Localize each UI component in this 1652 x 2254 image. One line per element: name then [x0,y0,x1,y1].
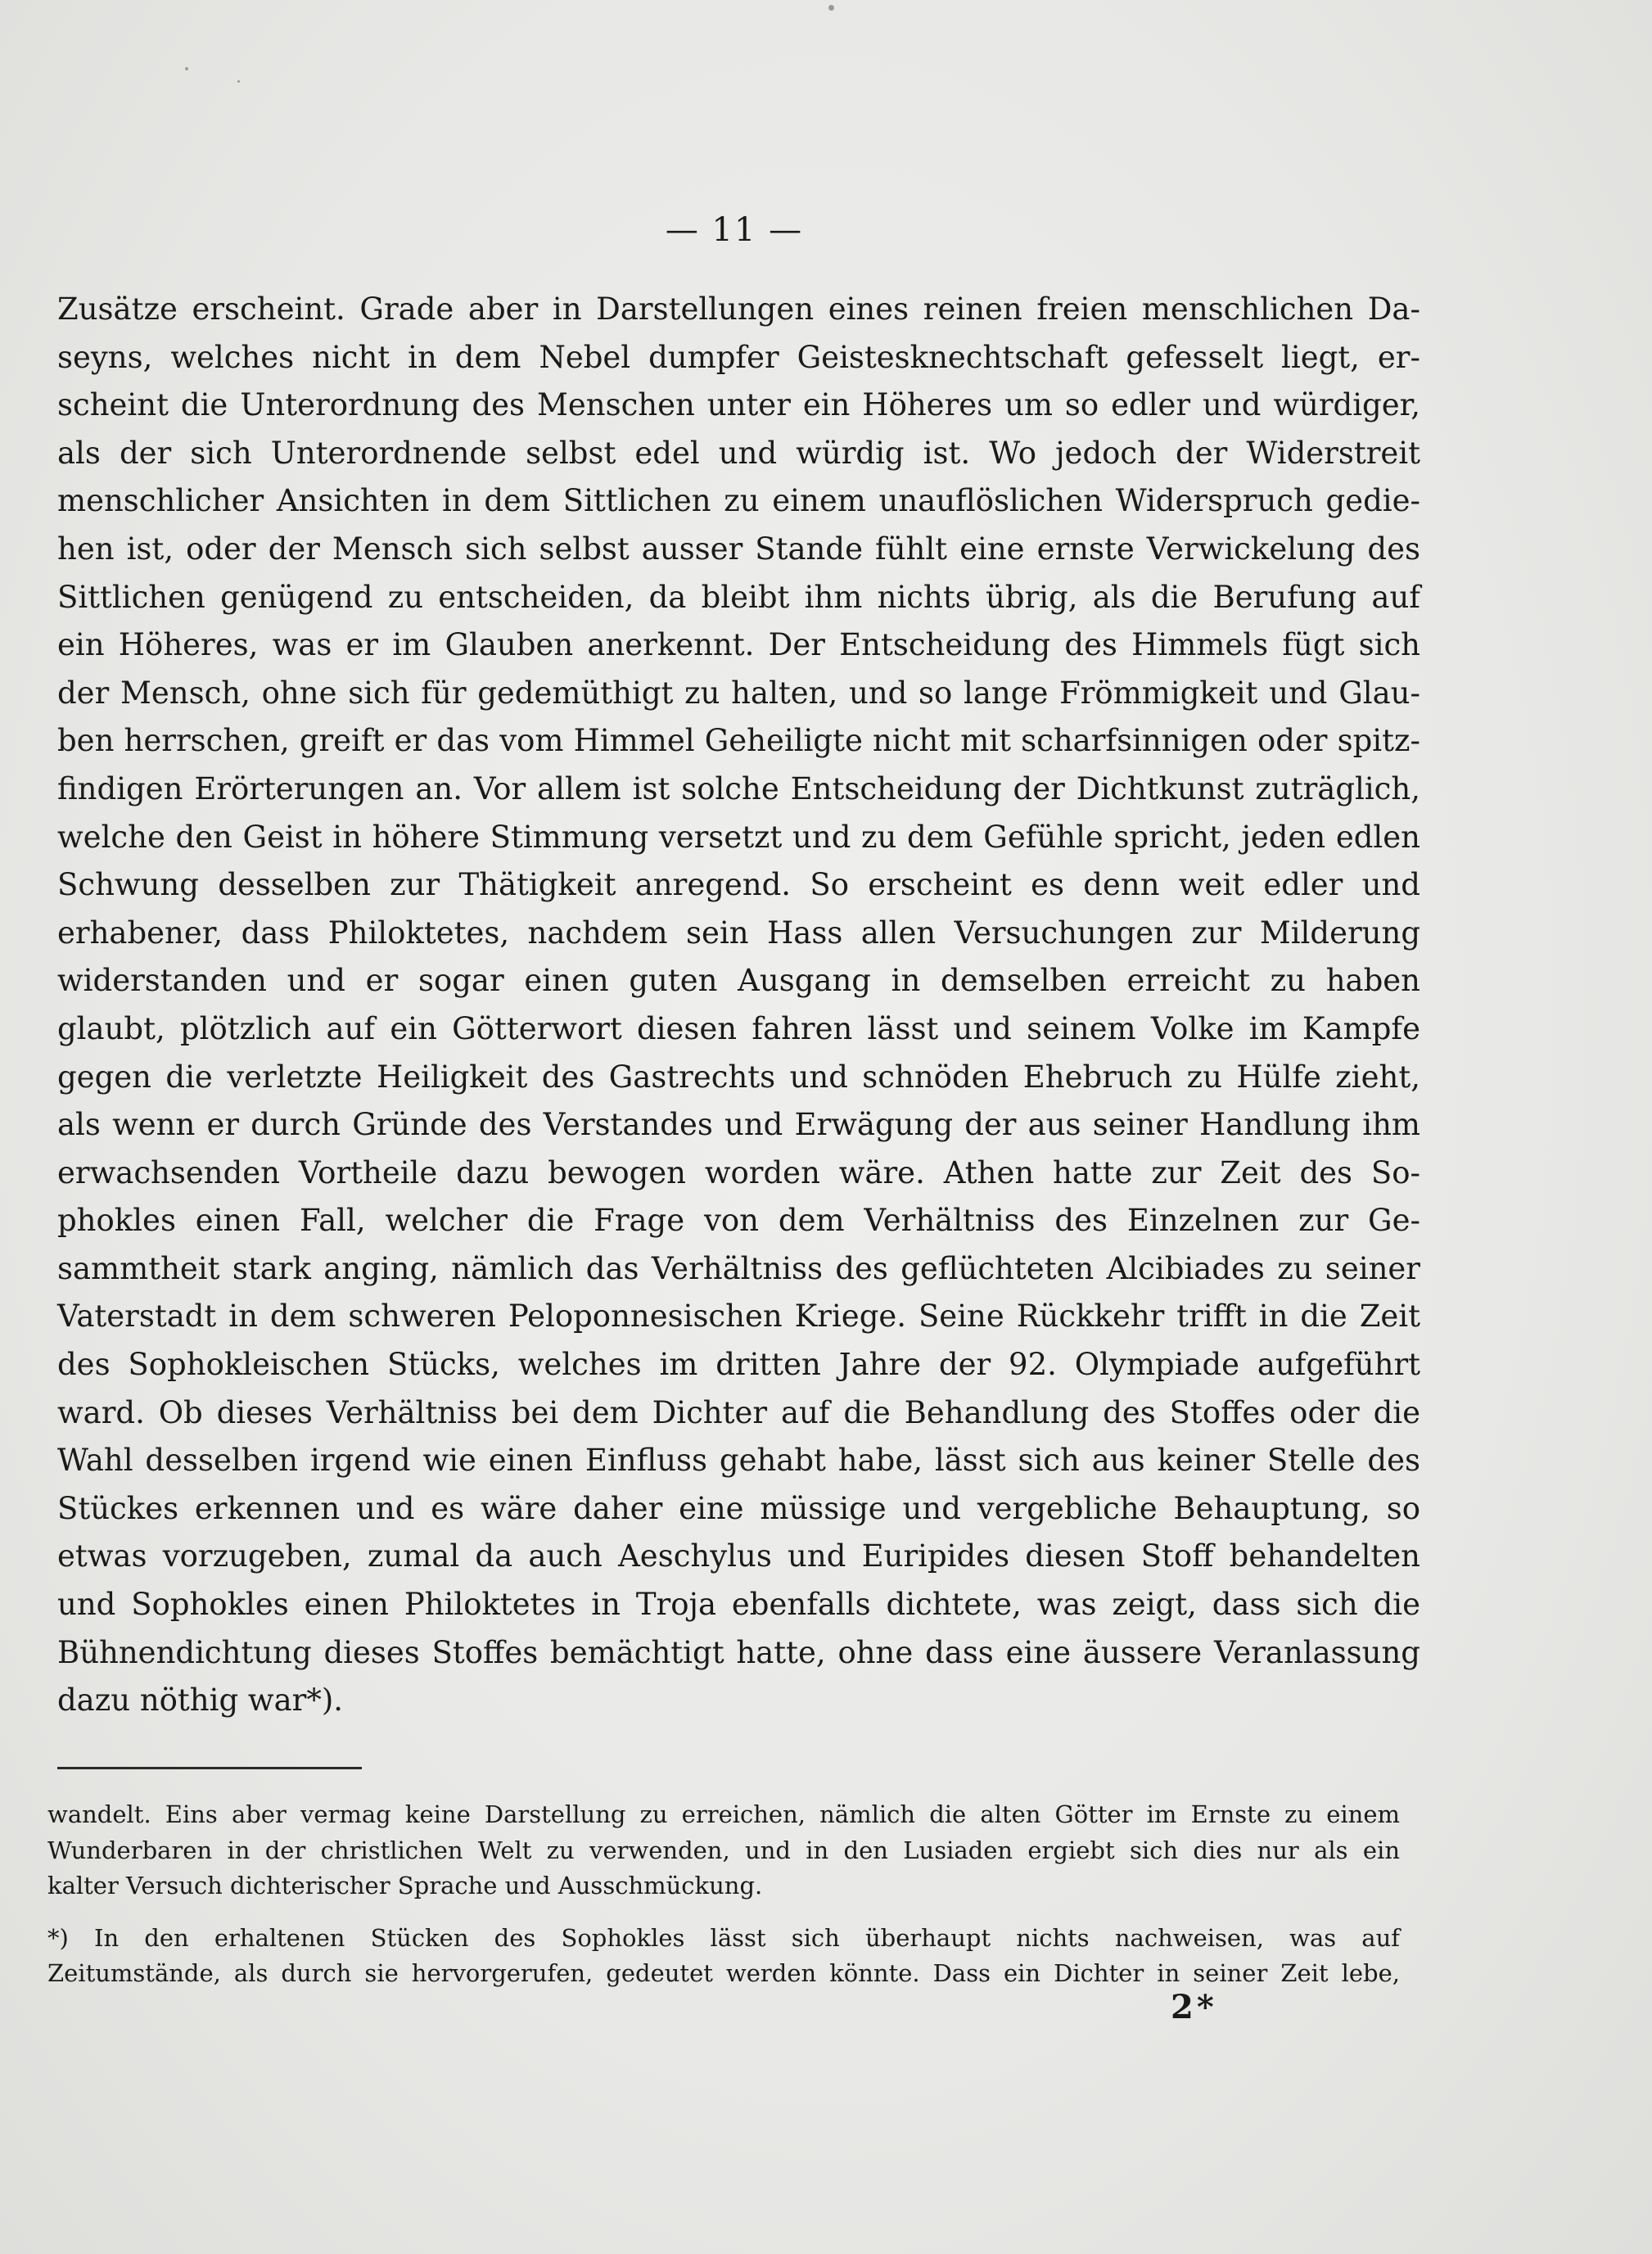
text-line: des Sophokleischen Stücks, welches im dritten Jahre der 92. Olympiade aufgeführt [57,1347,1420,1383]
paper-speck [237,80,240,83]
signature-mark: 2* [1171,1988,1217,2026]
text-line: scheint die Unterordnung des Menschen unter ein Höheres um so edler und würdiger, [57,387,1420,423]
text-line: erhabener, dass Philoktetes, nachdem sein Hass allen Versuchungen zur Milderung [57,915,1420,951]
text-line: als wenn er durch Gründe des Verstandes und Erwägung der aus seiner Handlung ihm [57,1107,1420,1143]
text-line: findigen Erörterungen an. Vor allem ist solche Entscheidung der Dichtkunst zuträglich, [57,770,1420,806]
footnote-divider [57,1767,362,1769]
footnote-continuation-line: Wunderbaren in der christlichen Welt zu verwenden, und in den Lusiaden ergiebt sich dies nur als ein [47,1836,1400,1864]
text-line: Schwung desselben zur Thätigkeit anregend. So erscheint es denn weit edler und [57,867,1420,903]
text-line: glaubt, plötzlich auf ein Götterwort diesen fahren lässt und seinem Volke im Kampfe [57,1010,1420,1046]
text-line: gegen die verletzte Heiligkeit des Gastrechts und schnöden Ehebruch zu Hülfe zieht, [57,1059,1420,1095]
text-line: menschlicher Ansichten in dem Sittlichen zu einem unauflöslichen Widerspruch gedie- [57,483,1420,519]
text-line: hen ist, oder der Mensch sich selbst ausser Stande fühlt eine ernste Verwickelung des [57,531,1420,567]
footnote-line: *) In den erhaltenen Stücken des Sophokles lässt sich überhaupt nichts nachweisen, was auf [47,1923,1400,1952]
text-line: Wahl desselben irgend wie einen Einfluss gehabt habe, lässt sich aus keiner Stelle des [57,1443,1420,1479]
text-line: Sittlichen genügend zu entscheiden, da bleibt ihm nichts übrig, als die Berufung auf [57,579,1420,615]
main-text-block [57,286,1420,1725]
text-line: etwas vorzugeben, zumal da auch Aeschylus und Euripides diesen Stoff behandelten [57,1538,1420,1574]
text-line: Stückes erkennen und es wäre daher eine müssige und vergebliche Behauptung, so [57,1490,1420,1526]
text-line: phokles einen Fall, welcher die Frage von dem Verhältniss des Einzelnen zur Ge- [57,1203,1420,1239]
footnote-continuation-line: kalter Versuch dichterischer Sprache und Ausschmückung. [47,1872,763,1899]
paper-speck [828,5,834,11]
text-line: Zusätze erscheint. Grade aber in Darstellungen eines reinen freien menschlichen Da- [57,291,1420,327]
text-line: Bühnendichtung dieses Stoffes bemächtigt hatte, ohne dass eine äussere Veranlassung [57,1634,1420,1670]
text-line: sammtheit stark anging, nämlich das Verhältniss des geflüchteten Alcibiades zu seiner [57,1250,1420,1286]
text-line: als der sich Unterordnende selbst edel und würdig ist. Wo jedoch der Widerstreit [57,435,1420,471]
footnotes-block [47,1797,1400,1992]
text-line: ein Höheres, was er im Glauben anerkennt. Der Entscheidung des Himmels fügt sich [57,627,1420,663]
paper-speck [185,67,188,70]
text-line: der Mensch, ohne sich für gedemüthigt zu halten, und so lange Frömmigkeit und Glau- [57,675,1420,711]
footnote-spacer [47,1904,1400,1921]
text-line: erwachsenden Vortheile dazu bewogen worden wäre. Athen hatte zur Zeit des So- [57,1154,1420,1190]
text-line: ben herrschen, greift er das vom Himmel Geheiligte nicht mit scharfsinnigen oder spitz- [57,723,1420,759]
page-number: — 11 — [665,211,804,249]
text-line: seyns, welches nicht in dem Nebel dumpfer Geistesknechtschaft gefesselt liegt, er- [57,339,1420,375]
text-line: widerstanden und er sogar einen guten Ausgang in demselben erreicht zu haben [57,963,1420,999]
text-line: welche den Geist in höhere Stimmung versetzt und zu dem Gefühle spricht, jeden edlen [57,819,1420,855]
text-line-final: dazu nöthig war*). [57,1683,344,1719]
text-line: Vaterstadt in dem schweren Peloponnesischen Kriege. Seine Rückkehr trifft in die Zeit [57,1299,1420,1335]
footnote-continuation-line: wandelt. Eins aber vermag keine Darstellung zu erreichen, nämlich die alten Götter im Ernste zu einem [47,1800,1400,1828]
text-line: ward. Ob dieses Verhältniss bei dem Dichter auf die Behandlung des Stoffes oder die [57,1394,1420,1430]
footnote-line: Zeitumstände, als durch sie hervorgerufen, gedeutet werden könnte. Dass ein Dichter in seiner Zeit lebe, [47,1959,1400,1987]
text-line: und Sophokles einen Philoktetes in Troja ebenfalls dichtete, was zeigt, dass sich die [57,1587,1420,1623]
